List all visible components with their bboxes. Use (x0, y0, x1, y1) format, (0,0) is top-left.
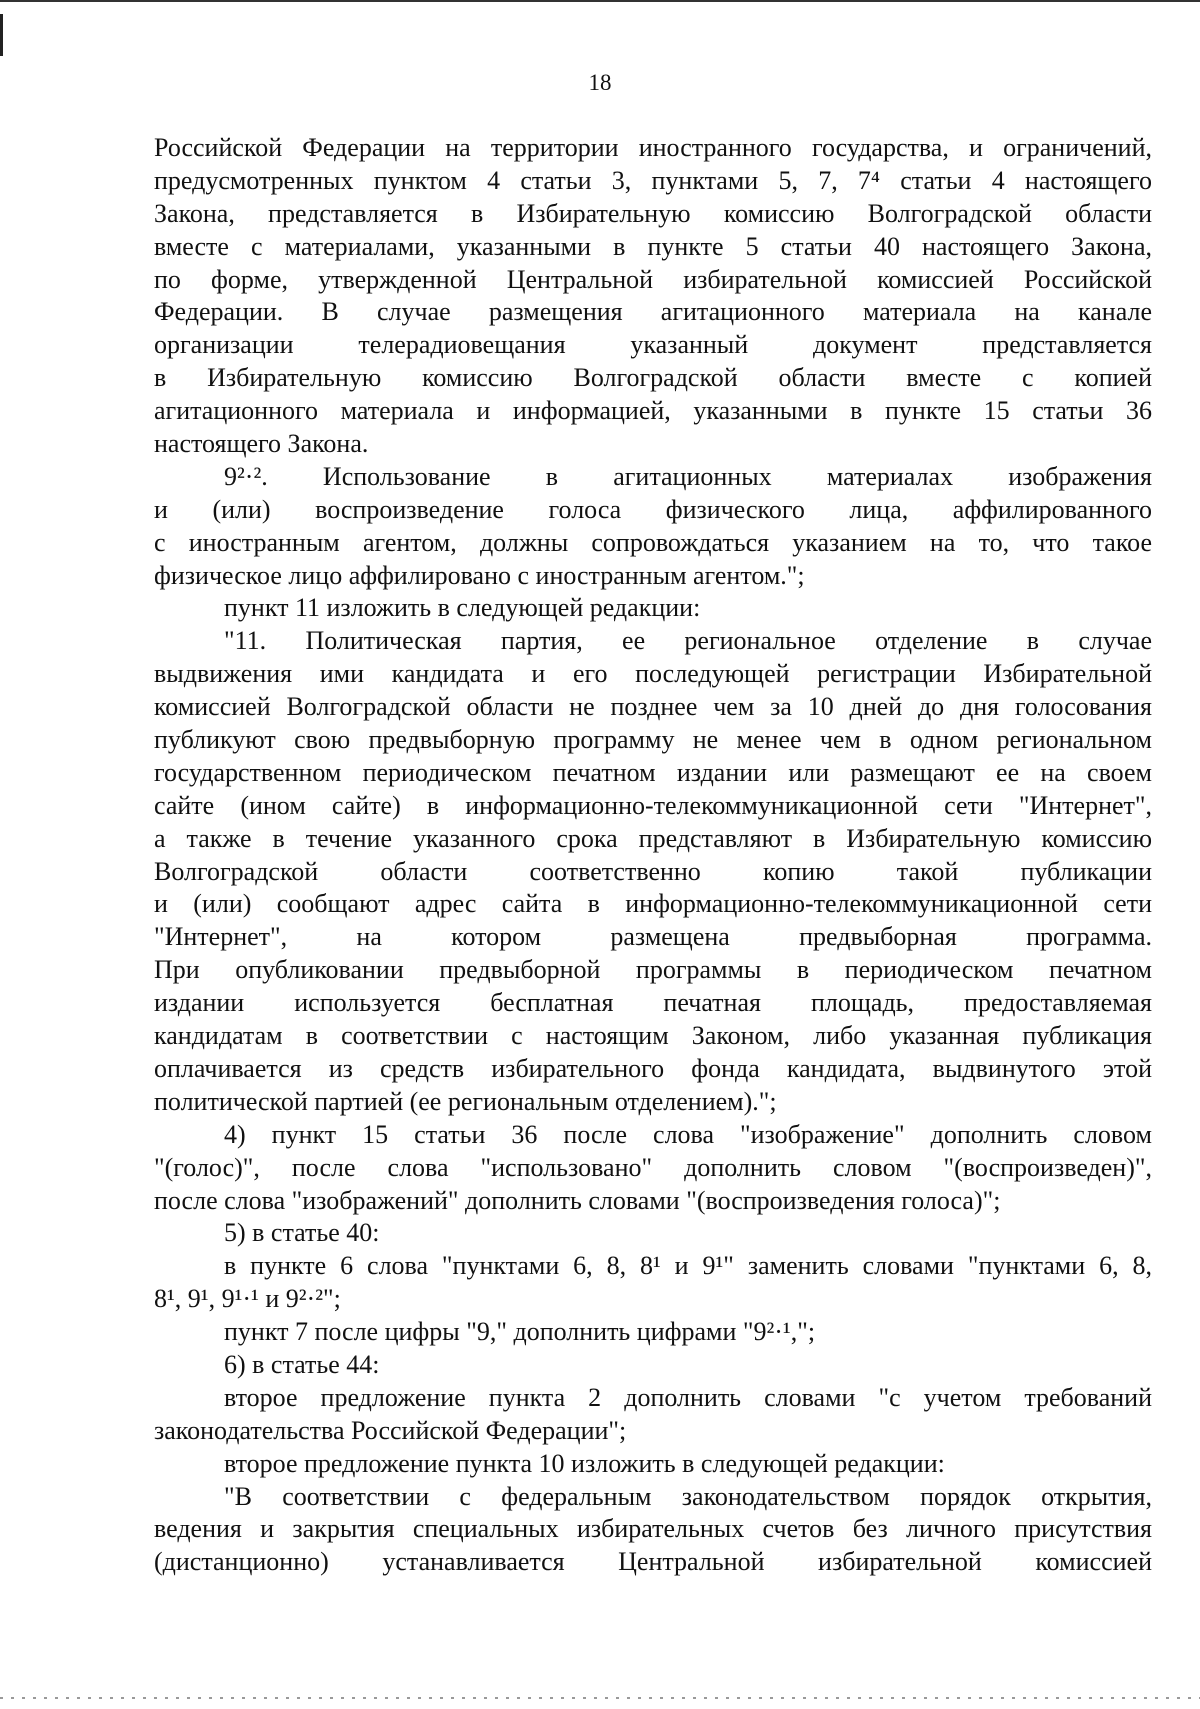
text-line: политической партией (ее региональным отделением)."; (154, 1086, 777, 1116)
text-line: Закона, представляется в Избирательную комиссию Волгоградской области (154, 198, 1152, 228)
text-line: выдвижения ими кандидата и его последующей регистрации Избирательной (154, 659, 1152, 689)
text-line: Федерации. В случае размещения агитационного материала на канале (154, 297, 1152, 327)
text-line: 6) в статье 44: (224, 1349, 380, 1379)
text-line: пункт 11 изложить в следующей редакции: (224, 593, 701, 623)
paragraph (154, 1217, 1152, 1250)
text-line: Волгоградской области соответственно копию такой публикации (154, 856, 1152, 886)
paragraph (154, 132, 1152, 461)
paragraph (154, 1316, 1152, 1349)
text-line: 8¹, 9¹, 9¹·¹ и 9²·²"; (154, 1284, 341, 1314)
text-line: настоящего Закона. (154, 429, 369, 459)
text-line: организации телерадиовещания указанный документ представляется (154, 330, 1152, 360)
text-line: "(голос)", после слова "использовано" дополнить словом "(воспроизведен)", (154, 1152, 1152, 1182)
page-number: 18 (588, 70, 612, 95)
text-line: агитационного материала и информацией, указанными в пункте 15 статьи 36 (154, 396, 1152, 426)
text-line: При опубликовании предвыборной программы в периодическом печатном (154, 955, 1152, 985)
paragraph (154, 1119, 1152, 1218)
text-line: и (или) воспроизведение голоса физического лица, аффилированного (154, 494, 1152, 524)
paragraph (154, 1448, 1152, 1481)
text-line: издании используется бесплатная печатная площадь, предоставляемая (154, 988, 1152, 1018)
text-line: с иностранным агентом, должны сопровождаться указанием на то, что такое (154, 527, 1152, 557)
text-line: по форме, утвержденной Центральной избирательной комиссией Российской (154, 264, 1152, 294)
text-line: Российской Федерации на территории иностранного государства, и ограничений, (154, 133, 1152, 162)
scan-bottom-noise (0, 1697, 1200, 1699)
text-line: (дистанционно) устанавливается Центральной избирательной комиссией (154, 1547, 1152, 1577)
paragraph (154, 625, 1152, 1118)
scan-left-edge-mark (0, 14, 3, 56)
text-line: пункт 7 после цифры "9," дополнить цифрами "9²·¹,"; (224, 1317, 816, 1347)
scan-top-border (0, 0, 1200, 2)
paragraph (154, 1349, 1152, 1382)
paragraph (154, 1481, 1152, 1580)
text-line: и (или) сообщают адрес сайта в информационно-телекоммуникационной сети (154, 889, 1152, 919)
text-line: а также в течение указанного срока представляют в Избирательную комиссию (154, 823, 1152, 853)
paragraph (154, 1250, 1152, 1316)
text-line: второе предложение пункта 10 изложить в следующей редакции: (224, 1448, 945, 1478)
text-line: законодательства Российской Федерации"; (154, 1415, 627, 1445)
text-line: в Избирательную комиссию Волгоградской области вместе с копией (154, 363, 1152, 393)
text-line: "Интернет", на котором размещена предвыборная программа. (154, 922, 1152, 952)
text-line: второе предложение пункта 2 дополнить словами "с учетом требований (224, 1382, 1152, 1412)
text-line: "В соответствии с федеральным законодательством порядок открытия, (224, 1481, 1152, 1511)
paragraph (154, 592, 1152, 625)
text-line: после слова "изображений" дополнить словами "(воспроизведения голоса)"; (154, 1185, 1001, 1215)
text-line: 4) пункт 15 статьи 36 после слова "изображение" дополнить словом (224, 1119, 1152, 1149)
text-line: кандидатам в соответствии с настоящим Законом, либо указанная публикация (154, 1021, 1152, 1051)
text-line: физическое лицо аффилировано с иностранным агентом."; (154, 560, 805, 590)
text-line: государственном периодическом печатном издании или размещают ее на своем (154, 757, 1152, 787)
text-line: комиссией Волгоградской области не позднее чем за 10 дней до дня голосования (154, 692, 1152, 722)
text-line: сайте (ином сайте) в информационно-телекоммуникационной сети "Интернет", (154, 790, 1152, 820)
text-line: оплачивается из средств избирательного фонда кандидата, выдвинутого этой (154, 1053, 1152, 1083)
text-line: 9²·². Использование в агитационных материалах изображения (224, 461, 1152, 491)
text-line: вместе с материалами, указанными в пункте 5 статьи 40 настоящего Закона, (154, 231, 1152, 261)
paragraph (154, 1382, 1152, 1448)
text-line: публикуют свою предвыборную программу не менее чем в одном региональном (154, 725, 1152, 755)
paragraph (154, 461, 1152, 593)
document-body (154, 132, 1152, 1579)
text-line: "11. Политическая партия, ее региональное отделение в случае (224, 626, 1152, 656)
text-line: предусмотренных пунктом 4 статьи 3, пунктами 5, 7, 7⁴ статьи 4 настоящего (154, 165, 1152, 195)
text-line: в пункте 6 слова "пунктами 6, 8, 8¹ и 9¹" заменить словами "пунктами 6, 8, (224, 1251, 1152, 1281)
text-line: 5) в статье 40: (224, 1218, 380, 1248)
text-line: ведения и закрытия специальных избирательных счетов без личного присутствия (154, 1514, 1152, 1544)
